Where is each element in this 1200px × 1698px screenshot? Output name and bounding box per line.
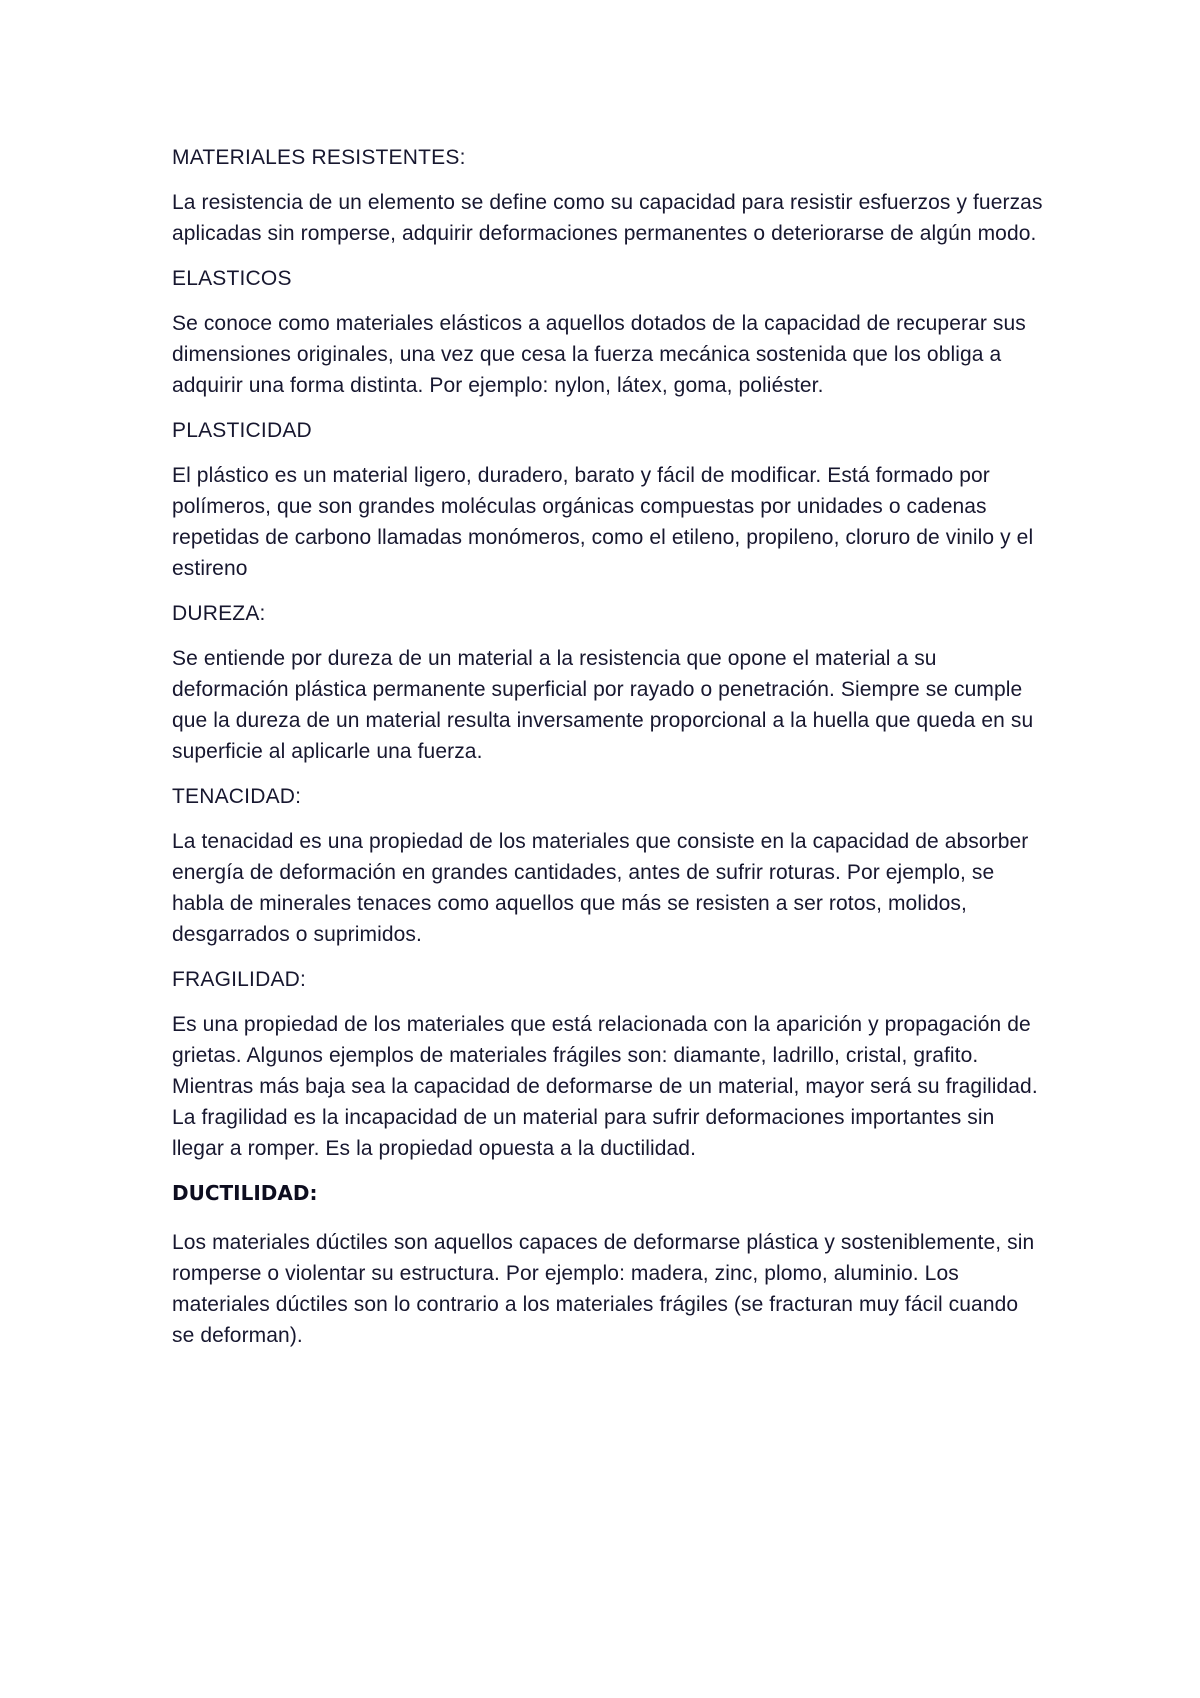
paragraph-materiales-resistentes: La resistencia de un elemento se define como su capacidad para resistir esfuerzos y fuerzas aplicadas sin romperse, adquirir deformaciones permanentes o deteriorarse de algún modo.: [172, 191, 1043, 245]
heading-plasticidad: PLASTICIDAD: [172, 419, 312, 442]
heading-materiales-resistentes: MATERIALES RESISTENTES:: [172, 146, 466, 169]
paragraph-ductilidad: Los materiales dúctiles son aquellos capaces de deformarse plástica y sosteniblemente, sin romperse o violentar su estructura. Por ejemplo: madera, zinc, plomo, aluminio. Los materiales dúctiles son lo contrario a los materiales frágiles (se fracturan muy fácil cuando se deforman).: [172, 1231, 1035, 1347]
paragraph-dureza: Se entiende por dureza de un material a la resistencia que opone el material a su deformación plástica permanente superficial por rayado o penetración. Siempre se cumple que la dureza de un material resulta inversamente proporcional a la huella que queda en su superficie al aplicarle una fuerza.: [172, 647, 1034, 763]
document-content: [172, 142, 1044, 1365]
heading-dureza: DUREZA:: [172, 602, 266, 625]
heading-fragilidad: FRAGILIDAD:: [172, 968, 307, 991]
heading-ductilidad: DUCTILIDAD:: [172, 1181, 318, 1205]
heading-elasticos: ELASTICOS: [172, 267, 292, 290]
heading-tenacidad: TENACIDAD:: [172, 785, 302, 808]
paragraph-elasticos: Se conoce como materiales elásticos a aquellos dotados de la capacidad de recuperar sus dimensiones originales, una vez que cesa la fuerza mecánica sostenida que los obliga a adquirir una forma distinta. Por ejemplo: nylon, látex, goma, poliéster.: [172, 312, 1026, 397]
paragraph-plasticidad: El plástico es un material ligero, duradero, barato y fácil de modificar. Está formado por polímeros, que son grandes moléculas orgánicas compuestas por unidades o cadenas repetidas de carbono llamadas monómeros, como el etileno, propileno, cloruro de vinilo y el estireno: [172, 464, 1034, 580]
paragraph-fragilidad: Es una propiedad de los materiales que está relacionada con la aparición y propagación de grietas. Algunos ejemplos de materiales frágiles son: diamante, ladrillo, cristal, grafito. Mientras más baja sea la capacidad de deformarse de un material, mayor será su fragilidad. La fragilidad es la incapacidad de un material para sufrir deformaciones importantes sin llegar a romper. Es la propiedad opuesta a la ductilidad.: [172, 1013, 1038, 1160]
paragraph-tenacidad: La tenacidad es una propiedad de los materiales que consiste en la capacidad de absorber energía de deformación en grandes cantidades, antes de sufrir roturas. Por ejemplo, se habla de minerales tenaces como aquellos que más se resisten a ser rotos, molidos, desgarrados o suprimidos.: [172, 830, 1029, 946]
